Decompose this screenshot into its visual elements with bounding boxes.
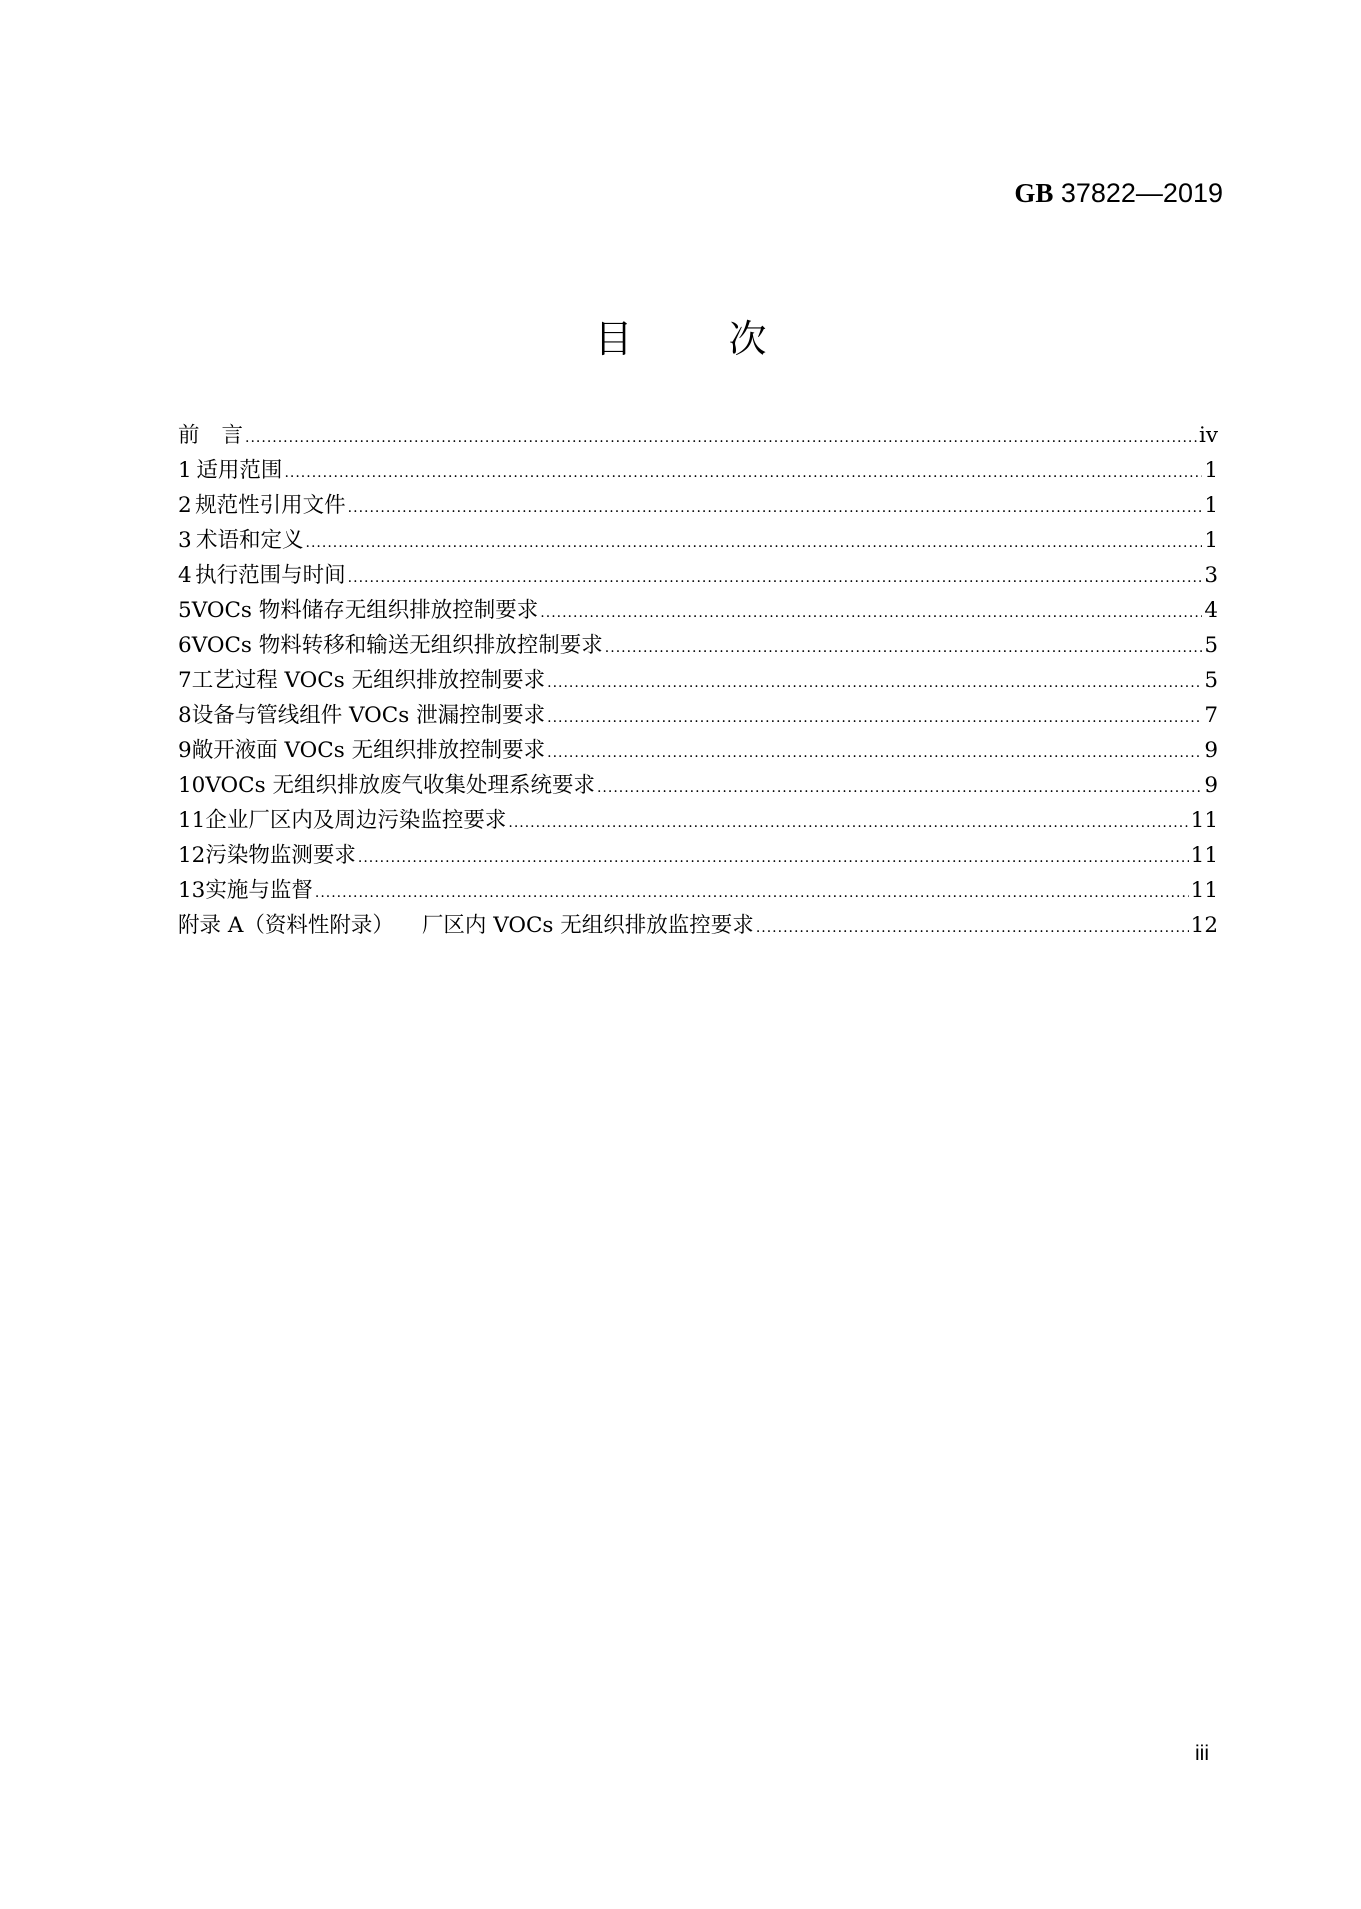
toc-entry[interactable] (178, 523, 1218, 558)
toc-page-number: 9 (1204, 738, 1218, 763)
toc-annex-label: 附录 A（资料性附录） (178, 913, 394, 938)
standard-code (1014, 178, 1223, 209)
toc-section-number: 1 (178, 458, 192, 483)
toc-leader-dots (547, 710, 1202, 726)
toc-entry[interactable] (178, 663, 1218, 698)
toc-leader-dots (756, 920, 1189, 936)
standard-prefix: GB (1014, 178, 1054, 208)
toc-section-number: 4 (178, 563, 192, 588)
toc-entry[interactable] (178, 488, 1218, 523)
toc-entry[interactable] (178, 768, 1218, 803)
toc-entry-annex-a[interactable] (178, 908, 1218, 943)
toc-section-number: 7 (178, 668, 192, 693)
toc-entry-text: 厂区内 VOCs 无组织排放监控要求 (421, 913, 754, 938)
toc-entry-preface[interactable] (178, 418, 1218, 453)
toc-entry-text: 术语和定义 (196, 528, 304, 553)
page-title (0, 308, 1361, 363)
toc-entry-text: 实施与监督 (205, 878, 313, 903)
standard-number: 37822—2019 (1060, 178, 1223, 208)
toc-entry[interactable] (178, 698, 1218, 733)
toc-entry[interactable] (178, 803, 1218, 838)
toc-page-number: 11 (1190, 843, 1218, 868)
toc-leader-dots (284, 465, 1202, 481)
toc-entry-text: 适用范围 (196, 458, 283, 483)
toc-section-number: 12 (178, 843, 206, 868)
toc-page-number: 7 (1204, 703, 1218, 728)
toc-page-number: 5 (1204, 633, 1218, 658)
toc-entry[interactable] (178, 453, 1218, 488)
toc-entry-text: 设备与管线组件 VOCs 泄漏控制要求 (191, 703, 546, 728)
toc-entry-text: 敞开液面 VOCs 无组织排放控制要求 (191, 738, 546, 763)
table-of-contents (178, 418, 1218, 943)
toc-leader-dots (508, 815, 1188, 831)
toc-leader-dots (540, 605, 1202, 621)
toc-leader-dots (597, 780, 1202, 796)
toc-page-number: 1 (1204, 458, 1218, 483)
toc-page-number: 11 (1190, 808, 1218, 833)
page-title-char-2: 次 (728, 317, 767, 361)
toc-section-number: 10 (178, 773, 206, 798)
toc-leader-dots (348, 570, 1203, 586)
toc-leader-dots (245, 430, 1197, 446)
toc-entry[interactable] (178, 838, 1218, 873)
toc-entry[interactable] (178, 733, 1218, 768)
toc-entry-text: 企业厂区内及周边污染监控要求 (205, 808, 507, 833)
toc-page-number: 12 (1190, 913, 1218, 938)
toc-entry[interactable] (178, 558, 1218, 593)
toc-entry-text: 执行范围与时间 (195, 563, 346, 588)
page-title-char-1: 目 (594, 317, 633, 361)
toc-page-number: 9 (1204, 773, 1218, 798)
toc-section-number: 3 (178, 528, 192, 553)
toc-entry-text: 前 言 (178, 423, 244, 448)
toc-entry-text: 污染物监测要求 (205, 843, 356, 868)
toc-page-number: 1 (1204, 528, 1218, 553)
toc-section-number: 9 (178, 738, 192, 763)
toc-page-number: 1 (1204, 493, 1218, 518)
toc-section-number: 13 (178, 878, 206, 903)
toc-page-number: iv (1198, 423, 1218, 448)
toc-leader-dots (358, 850, 1189, 866)
toc-entry-text: VOCs 物料转移和输送无组织排放控制要求 (191, 633, 603, 658)
toc-page-number: 3 (1204, 563, 1218, 588)
toc-leader-dots (547, 745, 1202, 761)
toc-leader-dots (547, 675, 1202, 691)
toc-leader-dots (306, 535, 1203, 551)
page-number: iii (1195, 1742, 1209, 1765)
toc-entry[interactable] (178, 593, 1218, 628)
toc-entry-text: VOCs 物料储存无组织排放控制要求 (191, 598, 539, 623)
toc-section-number: 6 (178, 633, 192, 658)
toc-section-number: 5 (178, 598, 192, 623)
toc-leader-dots (605, 640, 1203, 656)
toc-section-number: 8 (178, 703, 192, 728)
toc-page-number: 4 (1204, 598, 1218, 623)
toc-section-number: 2 (178, 493, 192, 518)
toc-leader-dots (315, 885, 1189, 901)
toc-page-number: 11 (1190, 878, 1218, 903)
toc-entry-text: 规范性引用文件 (195, 493, 346, 518)
toc-entry-text: VOCs 无组织排放废气收集处理系统要求 (205, 773, 595, 798)
toc-leader-dots (348, 500, 1203, 516)
toc-section-number: 11 (178, 808, 206, 833)
toc-page-number: 5 (1204, 668, 1218, 693)
toc-entry[interactable] (178, 628, 1218, 663)
toc-entry-text: 工艺过程 VOCs 无组织排放控制要求 (191, 668, 546, 693)
toc-entry[interactable] (178, 873, 1218, 908)
